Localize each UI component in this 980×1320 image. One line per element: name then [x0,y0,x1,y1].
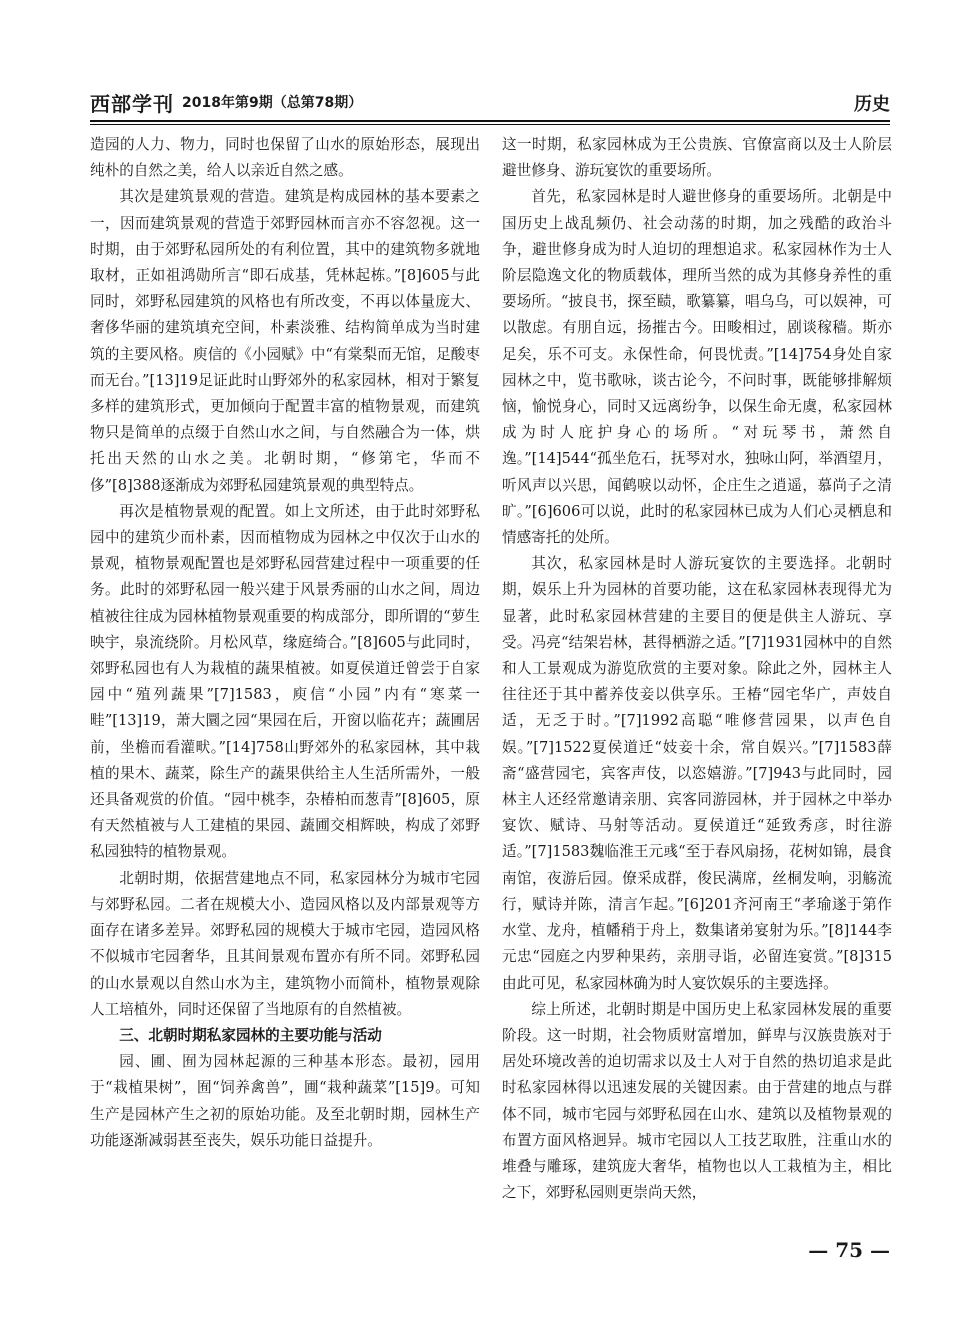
paragraph: 再次是植物景观的配置。如上文所述，由于此时郊野私园中的建筑少而朴素，因而植物成为园林之中仅次于山水的景观，植物景观配置也是郊野私园营建过程中一项重要的任务。此时的郊野私园一般兴建于风景秀丽的山水之间，周边植被往往成为园林植物景观重要的构成部分，即所谓的“萝生映宇，泉流绕阶。月松风草，缘庭绮合。”[8]605与此同时，郊野私园也有人为栽植的蔬果植被。如夏侯道迁曾尝于自家园中“殖列蔬果”[7]1583，庾信“小园”内有“寒菜一畦”[13]19，萧大圜之园“果园在后，开窗以临花卉；蔬圃居前，坐檐而看灌畎。”[14]758山野郊外的私家园林，其中栽植的果木、蔬菜，除生产的蔬果供给主人生活所需外，一般还具备观赏的价值。“园中桃李，杂椿柏而葱青”[8]605，原有天然植被与人工建植的果园、蔬圃交相辉映，构成了郊野私园独特的植物景观。 [90,502,480,861]
page-number: — 75 — [808,1238,890,1262]
section-label: 历史 [854,94,890,115]
right-column [502,132,892,1206]
paragraph: 综上所述，北朝时期是中国历史上私家园林发展的重要阶段。这一时期，社会物质财富增加，鲜卑与汉族贵族对于居处环境改善的迫切需求以及士人对于自然的热切追求是此时私家园林得以迅速发展的关键因素。由于营建的地点与群体不同，城市宅园与郊野私园在山水、建筑以及植物景观的布置方面风格迥异。城市宅园以人工技艺取胜，注重山水的堆叠与雕琢，建筑庞大奢华，植物也以人工栽植为主，相比之下，郊野私园则更崇尚天然， [502,1000,892,1202]
header-rule-thin [90,124,890,125]
paragraph: 首先，私家园林是时人避世修身的重要场所。北朝是中国历史上战乱频仍、社会动荡的时期，加之残酷的政治斗争，避世修身成为时人迫切的理想追求。私家园林作为士人阶层隐逸文化的物质载体，理所当然的成为其修身养性的重要场所。“披良书，探至赜，歌纂纂，唱乌乌，可以娱神，可以散虑。有朋自远，扬摧古今。田畯相过，剧谈稼穑。斯亦足矣，乐不可支。永保性命，何畏忧责。”[14]754身处自家园林之中，览书歌咏，谈古论今，不问时事，既能够排解烦恼，愉悦身心，同时又远离纷争，以保生命无虞，私家园林成为时人庇护身心的场所。“对玩琴书，萧然自逸。”[14]544“孤坐危石，抚琴对水，独咏山阿，举酒望月，听风声以兴思，闻鹤唳以动怀，企庄生之逍遥，慕尚子之清旷。”[6]606可以说，此时的私家园林已成为人们心灵栖息和情感寄托的处所。 [502,188,892,547]
paragraph: 这一时期，私家园林成为王公贵族、官僚富商以及士人阶层避世修身、游玩宴饮的重要场所。 [502,136,892,180]
paragraph: 北朝时期，依据营建地点不同，私家园林分为城市宅园与郊野私园。二者在规模大小、造园风格以及内部景观等方面存在诸多差异。郊野私园的规模大于城市宅园，造园风格不似城市宅园奢华，且其间景观布置亦有所不同。郊野私园的山水景观以自然山水为主，建筑物小而简朴，植物景观除人工培植外，同时还保留了当地原有的自然植被。 [90,869,480,1018]
header-rule-thick [90,120,890,122]
journal-title: 西部学刊 [90,92,174,116]
issue-info: 2018年第9期（总第78期） [182,95,363,111]
paragraph: 其次是建筑景观的营造。建筑是构成园林的基本要素之一，因而建筑景观的营造于郊野园林而言亦不容忽视。这一时期，由于郊野私园所处的有利位置，其中的建筑物多就地取材，正如祖鸿勋所言“即石成基，凭林起栋。”[8]605与此同时，郊野私园建筑的风格也有所改变，不再以体量庞大、奢侈华丽的建筑填充空间，朴素淡雅、结构简单成为当时建筑的主要风格。庾信的《小园赋》中“有棠梨而无馆，足酸枣而无台。”[13]19足证此时山野郊外的私家园林，相对于繁复多样的建筑形式，更加倾向于配置丰富的植物景观，而建筑物只是简单的点缀于自然山水之间，与自然融合为一体，烘托出天然的山水之美。北朝时期，“修第宅，华而不侈”[8]388逐渐成为郊野私园建筑景观的典型特点。 [90,188,480,494]
paragraph: 造园的人力、物力，同时也保留了山水的原始形态，展现出纯朴的自然之美，给人以亲近自然之感。 [90,136,480,180]
left-column [90,132,480,1154]
running-header [90,86,890,116]
paragraph: 园、圃、囿为园林起源的三种基本形态。最初，园用于“栽植果树”，囿“饲养禽兽”，圃“栽种蔬菜”[15]9。可知生产是园林产生之初的原始功能。及至北朝时期，园林生产功能逐渐减弱甚至丧失，娱乐功能日益提升。 [90,1053,480,1149]
paragraph: 其次，私家园林是时人游玩宴饮的主要选择。北朝时期，娱乐上升为园林的首要功能，这在私家园林表现得尤为显著，此时私家园林营建的主要目的便是供主人游玩、享受。冯亮“结架岩林，甚得栖游之适。”[7]1931园林中的自然和人工景观成为游览欣赏的主要对象。除此之外，园林主人往往还于其中蓄养伎妾以供享乐。王椿“园宅华广，声妓自适，无乏于时。”[7]1992高聪“唯修营园果，以声色自娱。”[7]1522夏侯道迁“妓妾十余，常自娱兴。”[7]1583薛斋“盛营园宅，宾客声伎，以恣嬉游。”[7]943与此同时，园林主人还经常邀请亲朋、宾客同游园林，并于园林之中举办宴饮、赋诗、马射等活动。夏侯道迁“延致秀彦，时往游适。”[7]1583魏临淮王元彧“至于春风扇扬，花树如锦，晨食南馆，夜游后园。僚采成群，俊民满席，丝桐发响，羽觞流行，赋诗并陈，清言乍起。”[6]201齐河南王“孝瑜遂于第作水堂、龙舟，植幡稍于舟上，数集诸弟宴射为乐。”[8]144李元忠“园庭之内罗种果药，亲朋寻诣，必留连宴赏。”[8]315由此可见，私家园林确为时人宴饮娱乐的主要选择。 [502,555,892,992]
section-heading: 三、北朝时期私家园林的主要功能与活动 [119,1026,382,1044]
